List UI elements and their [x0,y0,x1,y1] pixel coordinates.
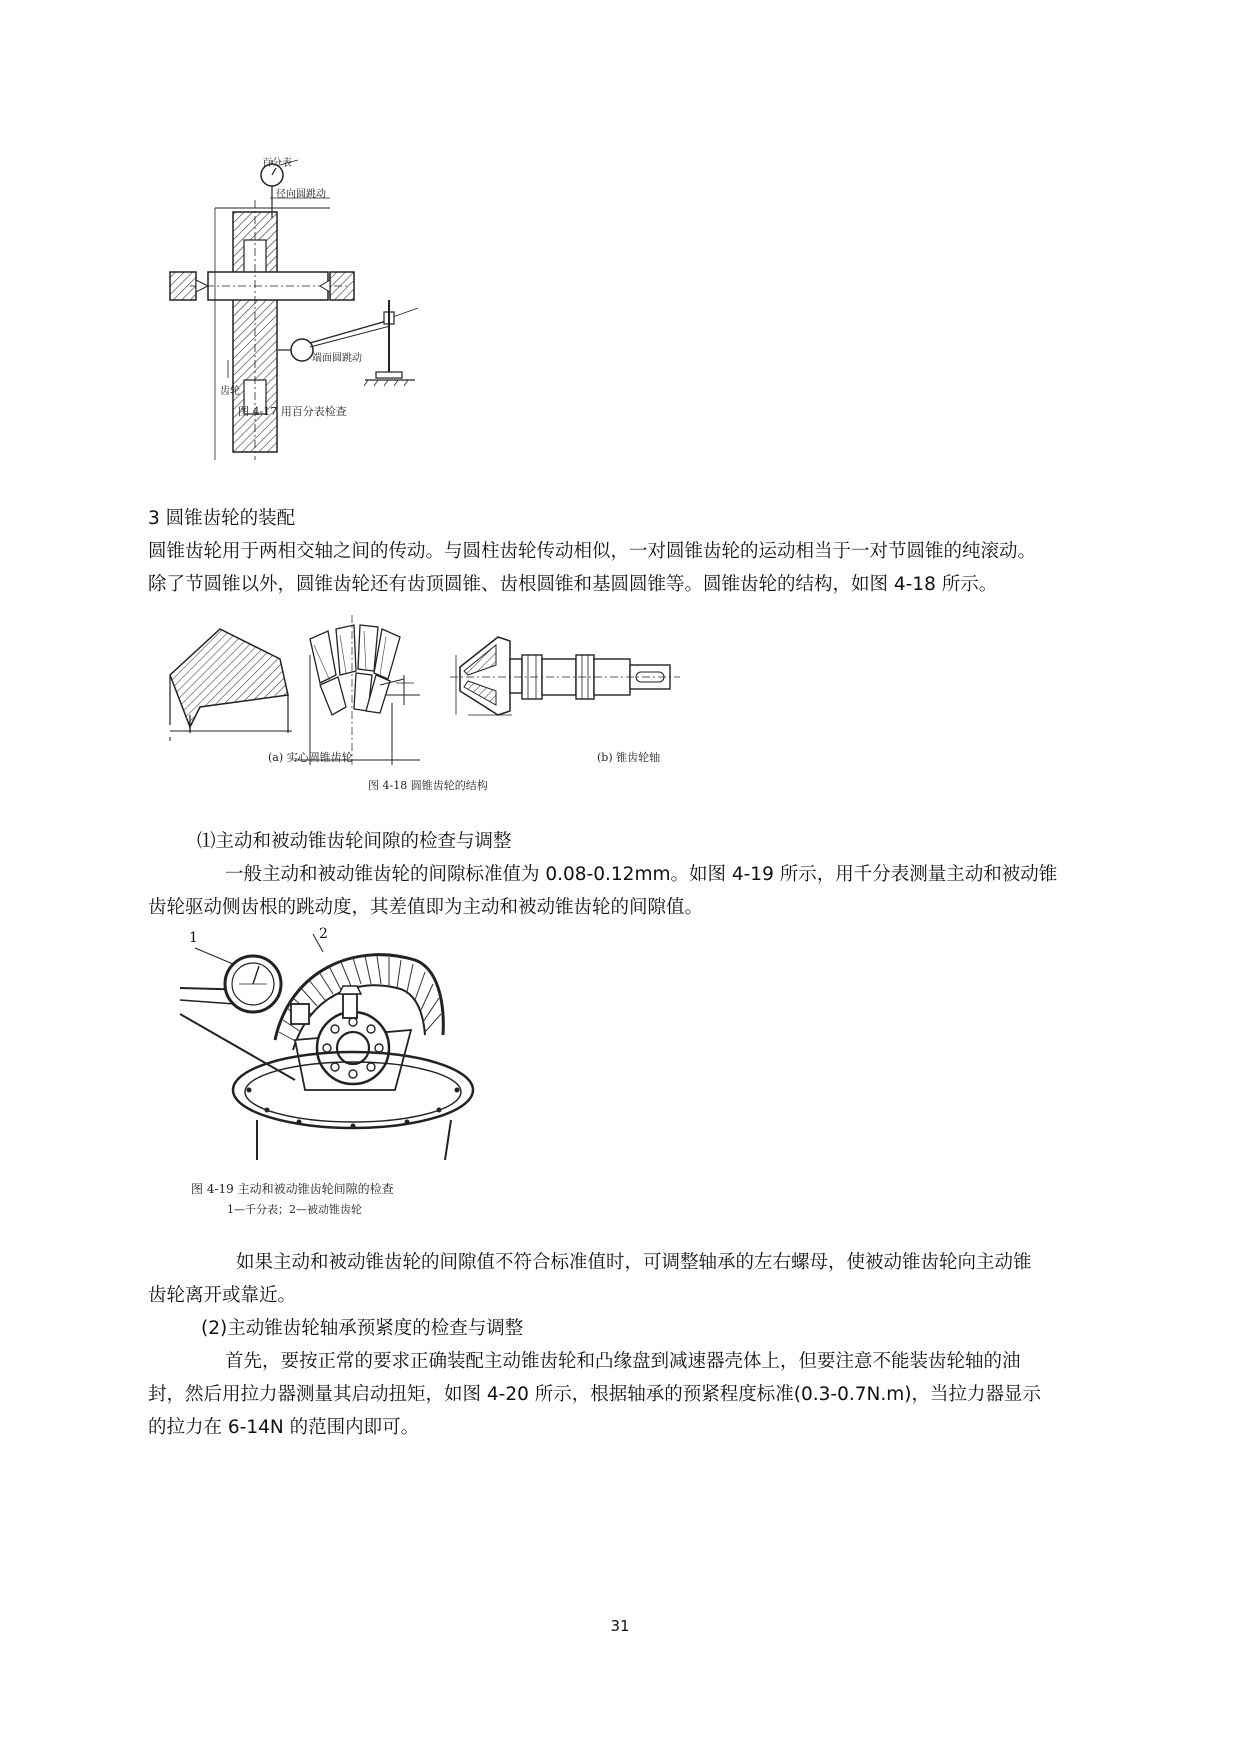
fig17-label-dial: 百分表 [262,158,292,169]
sub2-heading: (2)主动锥齿轮轴承预紧度的检查与调整 [201,1318,524,1339]
fig17-caption: 图 4-17 用百分表检查 [238,405,347,418]
fig18-caption: 图 4-18 圆锥齿轮的结构 [368,779,488,792]
figure-4-19 [175,926,495,1230]
fig19-legend: 1—千分表；2—被动锥齿轮 [227,1203,362,1216]
fig19-num-2: 2 [319,926,328,942]
figure-4-17 [160,160,480,480]
sub1-line-2: 齿轮驱动侧齿根的跳动度，其差值即为主动和被动锥齿轮的间隙值。 [148,897,704,918]
bevel-gear-structure-diagram [160,615,750,800]
sub2-line-2: 封，然后用拉力器测量其启动扭矩，如图 4-20 所示，根据轴承的预紧程度标准(0.3-0.7N.m)，当拉力器显示 [148,1384,1041,1405]
sub1-heading: ⑴主动和被动锥齿轮间隙的检查与调整 [197,831,512,852]
adjust-line-1: 如果主动和被动锥齿轮的间隙值不符合标准值时，可调整轴承的左右螺母，使被动锥齿轮向主动锥 [236,1252,1032,1273]
section-para-line-1: 圆锥齿轮用于两相交轴之间的传动。与圆柱齿轮传动相似，一对圆锥齿轮的运动相当于一对节圆锥的纯滚动。 [148,541,1037,562]
fig18-sub-a: (a) 实心圆锥齿轮 [268,751,353,764]
sub2-line-3: 的拉力在 6-14N 的范围内即可。 [148,1417,420,1438]
fig17-label-gear: 齿轮 [220,386,240,397]
section-heading: 3 圆锥齿轮的装配 [148,508,296,529]
sub1-line-1: 一般主动和被动锥齿轮的间隙标准值为 0.08-0.12mm。如图 4-19 所示，用千分表测量主动和被动锥 [225,864,1058,885]
fig17-label-face: 端面圆跳动 [312,353,362,364]
fig19-caption: 图 4-19 主动和被动锥齿轮间隙的检查 [191,1182,394,1196]
dial-indicator-setup-diagram [160,160,480,480]
section-para-line-2: 除了节圆锥以外，圆锥齿轮还有齿顶圆锥、齿根圆锥和基圆圆锥等。圆锥齿轮的结构，如图 4-18 所示。 [148,574,998,595]
fig18-sub-b: (b) 锥齿轮轴 [597,751,661,764]
fig19-num-1: 1 [189,930,198,946]
page-number: 31 [610,1617,630,1635]
adjust-line-2: 齿轮离开或靠近。 [148,1285,297,1306]
figure-4-18 [160,615,750,800]
sub2-line-1: 首先，要按正常的要求正确装配主动锥齿轮和凸缘盘到减速器壳体上，但要注意不能装齿轮轴的油 [225,1351,1021,1372]
fig17-label-radial: 径向圆跳动 [276,189,326,200]
